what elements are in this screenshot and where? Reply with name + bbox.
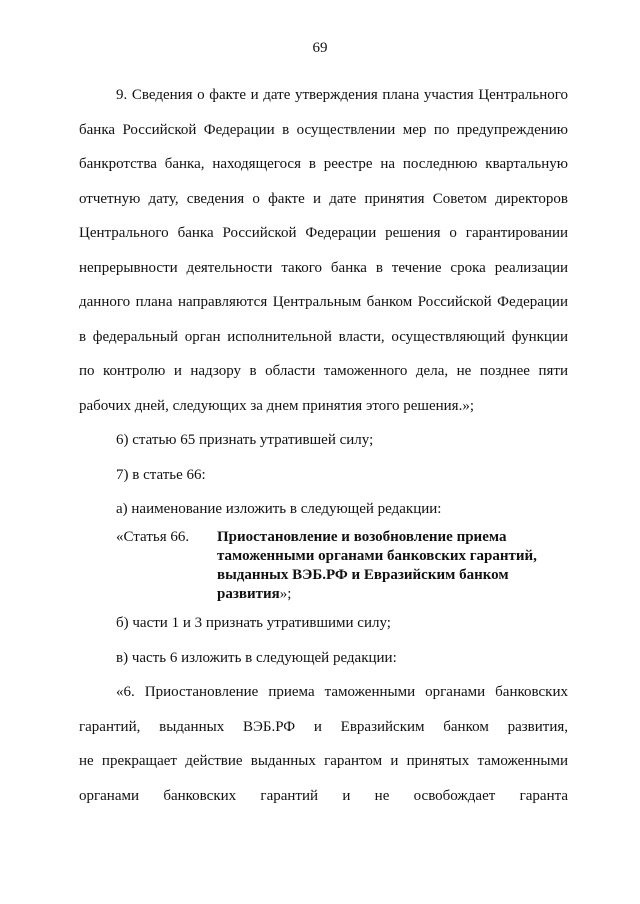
text-line: не прекращает действие выданных гарантом и принятых таможенными (79, 753, 568, 769)
text-line: гарантий, выданных ВЭБ.РФ и Евразийским банком развития, (79, 718, 568, 735)
page-number: 69 (312, 40, 328, 56)
article-title-line: выданных ВЭБ.РФ и Евразийским банком (217, 567, 509, 583)
list-item: 6) статью 65 признать утратившей силу; (116, 432, 374, 448)
text-line: данного плана направляются Центральным банком Российской Федерации (79, 294, 568, 310)
list-item: б) части 1 и 3 признать утратившими силу; (116, 615, 391, 631)
text-line: в федеральный орган исполнительной власти, осуществляющий функции (79, 328, 568, 345)
text-line: банка Российской Федерации в осуществлении мер по предупреждению (79, 121, 568, 138)
text-line: рабочих дней, следующих за днем принятия этого решения.»; (79, 397, 475, 414)
text-line: Центрального банка Российской Федерации решения о гарантировании (79, 225, 568, 241)
article-title (217, 528, 568, 604)
list-item: а) наименование изложить в следующей редакции: (116, 501, 442, 517)
list-item: 7) в статье 66: (116, 466, 206, 483)
article-label: «Статья 66. (116, 529, 190, 545)
article-title-line: Приостановление и возобновление приема (217, 529, 507, 545)
article-title-line: развития (217, 586, 280, 602)
article-title-suffix: »; (279, 586, 292, 602)
paragraph-9 (79, 78, 568, 527)
text-line: непрерывности деятельности такого банка в течение срока реализации (79, 259, 568, 276)
text-line: отчетную дату, сведения о факте и дате принятия Советом директоров (79, 190, 568, 207)
lower-section (79, 606, 568, 813)
text-line: «6. Приостановление приема таможенными органами банковских (116, 684, 568, 700)
text-line: по контролю и надзору в области таможенного дела, не позднее пяти (79, 363, 568, 379)
text-line: органами банковских гарантий и не освобождает гаранта (79, 787, 568, 804)
text-line: банкротства банка, находящегося в реестре на последнюю квартальную (79, 156, 568, 172)
list-item: в) часть 6 изложить в следующей редакции: (116, 649, 397, 666)
article-title-line: таможенными органами банковских гарантий, (217, 548, 537, 564)
text-line: 9. Сведения о факте и дате утверждения плана участия Центрального (116, 87, 568, 103)
